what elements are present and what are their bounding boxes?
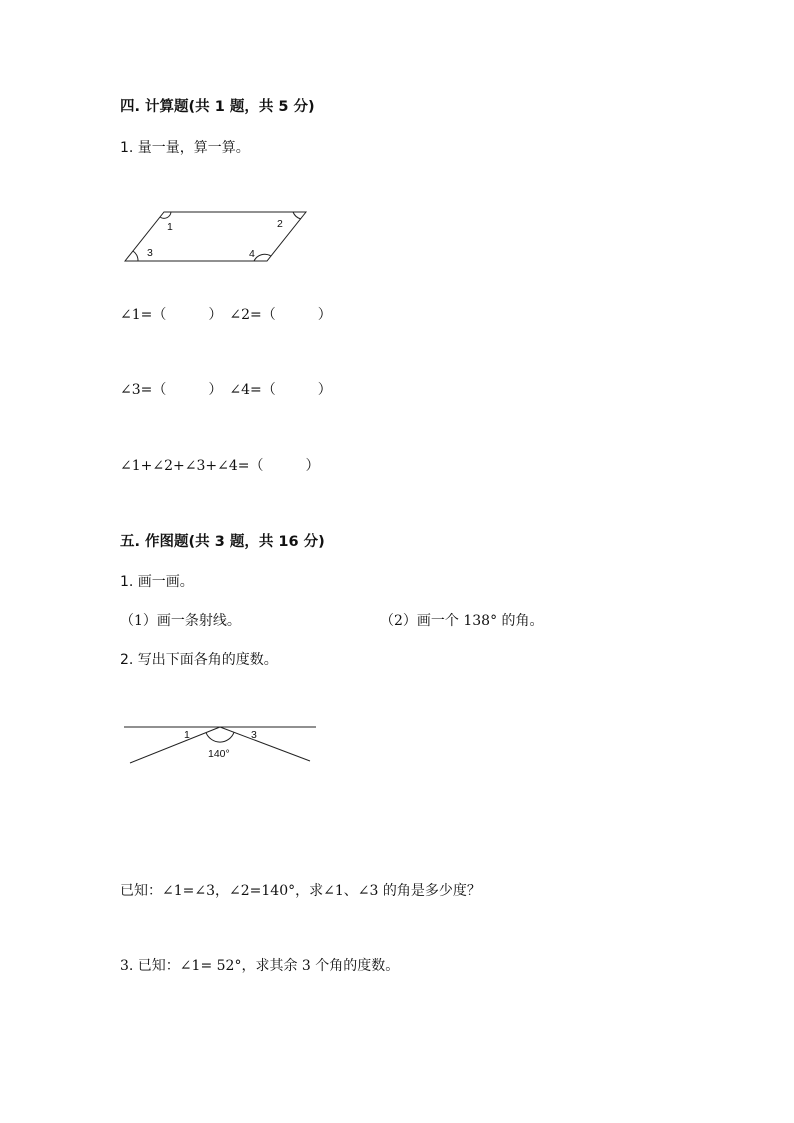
question-5-3-text: 3. 已知：∠1= 52°，求其余 3 个角的度数。 <box>120 958 400 974</box>
angle-4-arc <box>254 254 271 261</box>
question-5-1-part-2: （2）画一个 138° 的角。 <box>380 613 544 629</box>
left-ray <box>130 727 220 763</box>
angle-2-label: 2 <box>277 218 283 230</box>
angle-4-label: 4 <box>249 248 255 260</box>
answer-line-angles-1-2: ∠1=（ ） ∠2=（ ） <box>120 307 332 323</box>
section-4-heading: 四. 计算题(共 1 题，共 5 分) <box>120 99 315 115</box>
question-5-1-title: 1. 画一画。 <box>120 574 194 590</box>
section-5-heading: 五. 作图题(共 3 题，共 16 分) <box>120 534 325 550</box>
angles-on-line-figure <box>120 720 320 770</box>
angle-2-arc <box>293 212 301 219</box>
question-5-2-text: 已知：∠1=∠3，∠2=140°，求∠1、∠3 的角是多少度？ <box>120 883 481 899</box>
right-ray <box>220 727 310 761</box>
angle-3-arc <box>133 251 138 261</box>
parallelogram-figure <box>120 208 320 268</box>
question-1-title: 1. 量一量，算一算。 <box>120 140 250 156</box>
angle-3-label: 3 <box>251 729 257 741</box>
angle-2-arc <box>206 732 234 742</box>
answer-line-angle-sum: ∠1+∠2+∠3+∠4=（ ） <box>120 458 320 474</box>
question-5-2-title: 2. 写出下面各角的度数。 <box>120 652 278 668</box>
angle-1-label: 1 <box>184 729 190 741</box>
angle-1-label: 1 <box>167 221 173 233</box>
angle-2-value-label: 140° <box>208 748 230 760</box>
angle-3-label: 3 <box>147 247 153 259</box>
question-5-1-part-1: （1）画一条射线。 <box>120 613 241 629</box>
answer-line-angles-3-4: ∠3=（ ） ∠4=（ ） <box>120 382 332 398</box>
